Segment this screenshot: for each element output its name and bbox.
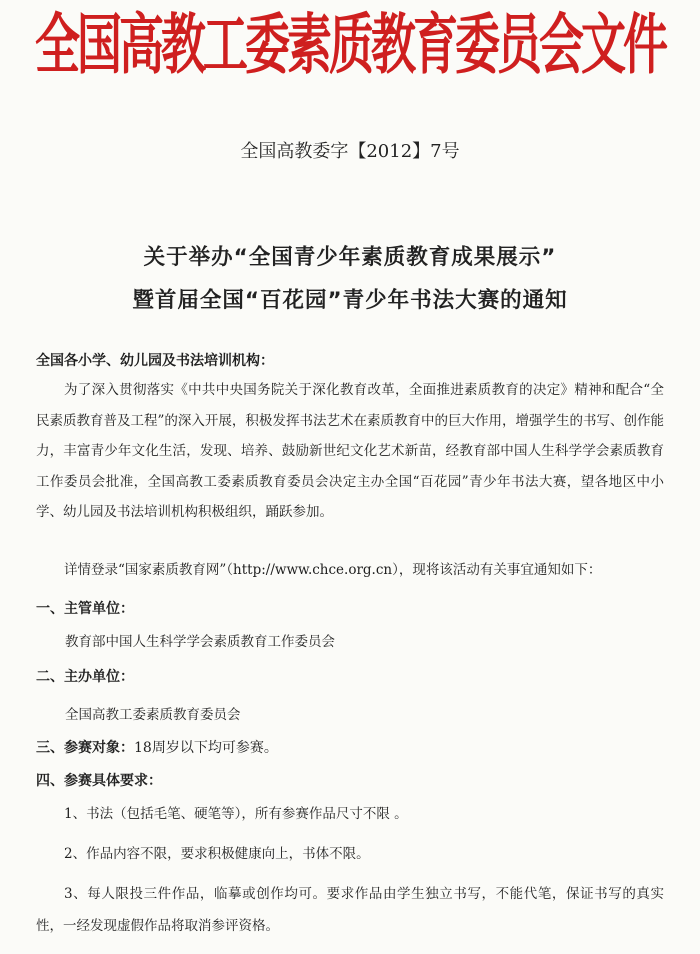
salutation: 全国各小学、幼儿园及书法培训机构： (36, 353, 274, 369)
masthead-title: 全国高教工委素质教育委员会文件 (34, 6, 665, 84)
requirement-3: 3、每人限投三件作品，临摹或创作均可。要求作品由学生独立书写，不能代笔，保证书写的真实性，一经发现虚假作品将取消参评资格。 (36, 886, 664, 934)
section1-content: 教育部中国人生科学学会素质教育工作委员会 (65, 634, 335, 650)
section1-heading: 一、主管单位： (36, 601, 134, 617)
requirement-2: 2、作品内容不限，要求积极健康向上，书体不限。 (64, 846, 370, 862)
section3-content: 18周岁以下均可参赛。 (134, 740, 278, 756)
notice-title-line2: 暨首届全国“百花园”青少年书法大赛的通知 (132, 288, 568, 313)
section3-heading: 三、参赛对象：18周岁以下均可参赛。 (36, 740, 278, 756)
section2-heading: 二、主办单位： (36, 669, 134, 685)
requirement-1: 1、书法（包括毛笔、硬笔等），所有参赛作品尺寸不限 。 (64, 806, 408, 822)
paragraph-intro: 为了深入贯彻落实《中共中央国务院关于深化教育改革，全面推进素质教育的决定》精神和配合“全民素质教育普及工程”的深入开展，积极发挥书法艺术在素质教育中的巨大作用，增强学生的书写、创作能力，丰富青少年文化生活，发现、培养、鼓励新世纪文化艺术新苗，经教育部中国人生科学学会素质教育工作委员会批准，全国高教工委素质教育委员会决定主办全国“百花园”青少年书法大赛，望各地区中小学、幼儿园及书法培训机构积极组织，踊跃参加。 (36, 382, 664, 521)
section2-content: 全国高教工委素质教育委员会 (65, 707, 241, 723)
notice-title-line1: 关于举办“全国青少年素质教育成果展示” (143, 245, 557, 270)
paragraph-website: 详情登录“国家素质教育网”（http://www.chce.org.cn），现将该活动有关事宜通知如下： (64, 562, 602, 578)
document-number: 全国高教委字【2012】7号 (240, 141, 460, 162)
section4-heading: 四、参赛具体要求： (36, 773, 162, 789)
